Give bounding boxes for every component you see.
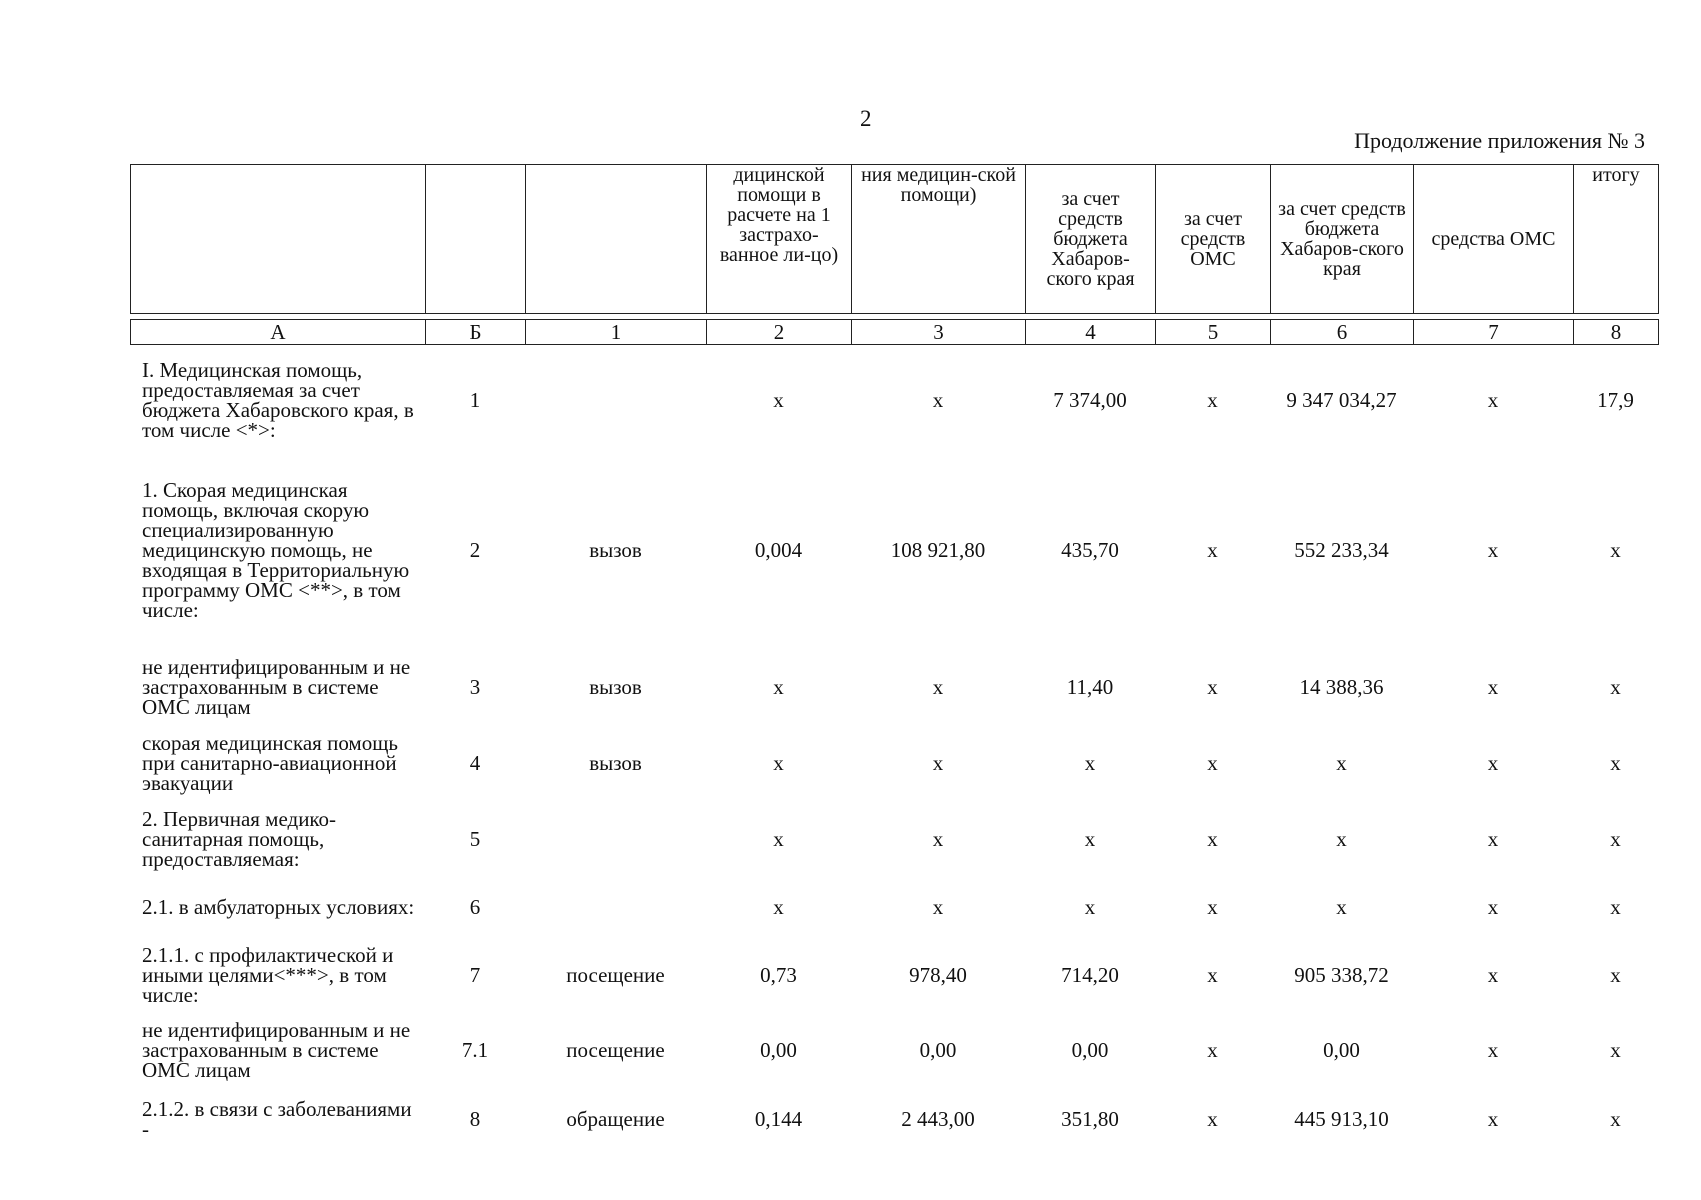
- cell-col-5: x: [1207, 751, 1218, 775]
- header-cell-b: [426, 165, 526, 314]
- cell-col-6: 14 388,36: [1299, 675, 1384, 699]
- header-cell-3: ния медицин-ской помощи): [852, 165, 1026, 314]
- row-unit: [525, 877, 706, 937]
- cell-col-8: 17,9: [1597, 388, 1634, 412]
- cell-col-2: 0,73: [760, 963, 797, 987]
- cell-col-7: x: [1487, 895, 1499, 919]
- row-number: 3: [469, 675, 481, 699]
- cell-col-3: 2 443,00: [901, 1107, 975, 1131]
- cell-col-6: x: [1336, 895, 1347, 919]
- row-number: 6: [469, 895, 481, 919]
- cell-col-6: x: [1336, 751, 1347, 775]
- cell-col-5: x: [1207, 388, 1218, 412]
- cell-col-3: x: [932, 895, 944, 919]
- row-unit: [525, 350, 706, 450]
- cell-col-3: x: [932, 388, 944, 412]
- header-cell-a: [131, 165, 426, 314]
- cell-col-2: 0,00: [760, 1038, 797, 1062]
- table-row: [130, 725, 1658, 801]
- cell-col-5: x: [1207, 537, 1218, 562]
- column-index: 8: [1574, 320, 1659, 345]
- cell-col-8: x: [1610, 1038, 1621, 1062]
- row-unit: обращение: [566, 1107, 665, 1131]
- page-number: 2: [860, 106, 872, 131]
- row-number: 7.1: [461, 1038, 489, 1062]
- header-cell-6: за счет средств бюджета Хабаров-ского края: [1271, 165, 1414, 314]
- cell-col-8: x: [1610, 1107, 1621, 1131]
- row-number: 1: [469, 388, 481, 412]
- row-name: скорая медицинская помощь при санитарно-авиационной эвакуации: [142, 731, 398, 795]
- cell-col-7: x: [1487, 1107, 1499, 1131]
- header-cell-5: за счет средств ОМС: [1156, 165, 1271, 314]
- cell-col-3: 108 921,80: [890, 537, 986, 562]
- column-index: 7: [1414, 320, 1574, 345]
- cell-col-6: 9 347 034,27: [1286, 388, 1397, 412]
- cell-col-7: x: [1487, 963, 1499, 987]
- column-index: 4: [1026, 320, 1156, 345]
- row-unit: вызов: [589, 537, 642, 562]
- cell-col-7: x: [1487, 1038, 1499, 1062]
- cell-col-4: 0,00: [1071, 1038, 1109, 1062]
- cell-col-5: x: [1207, 675, 1218, 699]
- cell-col-8: x: [1610, 827, 1621, 851]
- cell-col-2: x: [773, 388, 784, 412]
- row-unit: посещение: [566, 1038, 665, 1062]
- row-number: 2: [469, 537, 481, 562]
- row-unit: вызов: [589, 675, 642, 699]
- cell-col-2: x: [773, 751, 784, 775]
- row-name: 2. Первичная медико-санитарная помощь, предоставляемая:: [142, 807, 337, 871]
- cell-col-5: x: [1207, 1107, 1218, 1131]
- cell-col-6: x: [1336, 827, 1347, 851]
- row-number: 5: [469, 827, 481, 851]
- row-name: не идентифицированным и не застрахованным в системе ОМС лицам: [142, 655, 411, 719]
- cell-col-6: 445 913,10: [1294, 1107, 1389, 1131]
- header-cell-4: за счет средств бюджета Хабаров-ского края: [1026, 165, 1156, 314]
- row-number: 4: [469, 751, 481, 775]
- table-row: [130, 801, 1658, 877]
- cell-col-2: 0,144: [754, 1107, 803, 1131]
- row-number: 8: [469, 1107, 481, 1131]
- row-number: 7: [469, 963, 481, 987]
- cell-col-3: x: [932, 751, 944, 775]
- cell-col-4: 7 374,00: [1053, 388, 1127, 412]
- table-row: [130, 937, 1658, 1013]
- cell-col-2: x: [773, 675, 784, 699]
- cell-col-2: x: [773, 895, 784, 919]
- cell-col-5: x: [1207, 1038, 1218, 1062]
- data-table: [130, 350, 1658, 1151]
- cell-col-2: 0,004: [754, 537, 803, 562]
- header-cell-1: [526, 165, 707, 314]
- cell-col-8: x: [1610, 675, 1621, 699]
- column-index: Б: [426, 320, 526, 345]
- column-index-row: [131, 320, 1659, 345]
- header-cell-8: итогу: [1574, 165, 1659, 314]
- header-table: [130, 164, 1659, 345]
- cell-col-8: x: [1610, 895, 1621, 919]
- cell-col-3: x: [932, 675, 944, 699]
- column-index: 3: [852, 320, 1026, 345]
- row-name: 2.1.1. с профилактической и иными целями<***>, в том числе:: [142, 943, 394, 1007]
- cell-col-5: x: [1207, 963, 1218, 987]
- row-unit: вызов: [589, 751, 642, 775]
- cell-col-7: x: [1487, 827, 1499, 851]
- cell-col-4: x: [1084, 827, 1096, 851]
- column-index: А: [131, 320, 426, 345]
- column-index: 1: [526, 320, 707, 345]
- cell-col-8: x: [1610, 963, 1621, 987]
- cell-col-8: x: [1610, 537, 1621, 562]
- table-row: [130, 877, 1658, 937]
- cell-col-4: x: [1084, 751, 1096, 775]
- cell-col-7: x: [1487, 388, 1499, 412]
- cell-col-6: 0,00: [1323, 1038, 1360, 1062]
- row-name: не идентифицированным и не застрахованным в системе ОМС лицам: [142, 1018, 411, 1082]
- column-index: 5: [1156, 320, 1271, 345]
- cell-col-4: 714,20: [1061, 963, 1119, 987]
- cell-col-8: x: [1610, 751, 1621, 775]
- row-name: 1. Скорая медицинская помощь, включая скорую специализированную медицинскую помощь, не входящая в Территориальную программу ОМС <**>, в том числе:: [142, 477, 410, 622]
- cell-col-4: 11,40: [1066, 675, 1114, 699]
- cell-col-4: 435,70: [1061, 537, 1119, 562]
- cell-col-5: x: [1207, 895, 1218, 919]
- header-row: [131, 165, 1659, 314]
- row-unit: [525, 801, 706, 877]
- row-name: 2.1.2. в связи с заболеваниями -: [142, 1097, 412, 1141]
- cell-col-3: 0,00: [919, 1038, 957, 1062]
- cell-col-7: x: [1487, 675, 1499, 699]
- table-row: [130, 1013, 1658, 1087]
- header-cell-2: дицинской помощи в расчете на 1 застрахо-ванное ли-цо): [707, 165, 852, 314]
- cell-col-2: x: [773, 827, 784, 851]
- table-row: [130, 1087, 1658, 1151]
- cell-col-4: x: [1084, 895, 1096, 919]
- cell-col-7: x: [1487, 751, 1499, 775]
- column-index: 6: [1271, 320, 1414, 345]
- row-name: I. Медицинская помощь, предоставляемая за счет бюджета Хабаровского края, в том числе <*>:: [142, 358, 414, 442]
- cell-col-3: 978,40: [909, 963, 967, 987]
- cell-col-6: 905 338,72: [1294, 963, 1389, 987]
- column-index: 2: [707, 320, 852, 345]
- table-row: [130, 450, 1658, 649]
- cell-col-6: 552 233,34: [1294, 537, 1389, 562]
- cell-col-4: 351,80: [1061, 1107, 1119, 1131]
- continuation-title: Продолжение приложения № 3: [1354, 128, 1645, 153]
- cell-col-5: x: [1207, 827, 1218, 851]
- table-row: [130, 649, 1658, 725]
- header-cell-7: средства ОМС: [1414, 165, 1574, 314]
- cell-col-7: x: [1487, 537, 1499, 562]
- row-unit: посещение: [566, 963, 665, 987]
- row-name: 2.1. в амбулаторных условиях:: [142, 895, 415, 919]
- table-row: [130, 350, 1658, 450]
- cell-col-3: x: [932, 827, 944, 851]
